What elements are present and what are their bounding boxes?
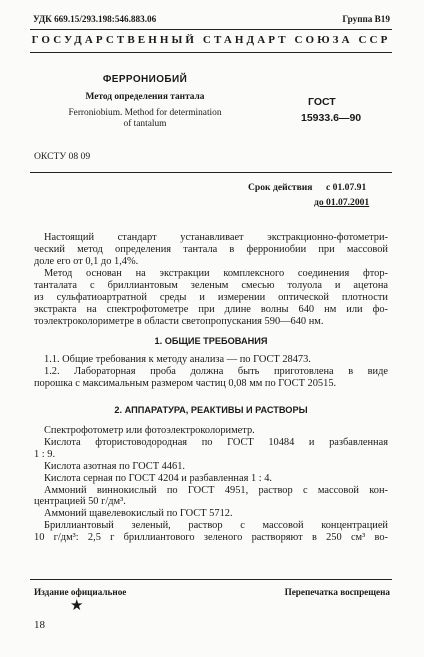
group-code: Группа В19 <box>342 14 390 24</box>
top-rule <box>30 29 392 30</box>
list-item: Бриллиантовый зеленый, раствор с массовой концентрацией <box>44 520 388 532</box>
section-2-list <box>34 425 388 544</box>
validity-from: с 01.07.91 <box>326 182 367 193</box>
text-line: экстракта на спектрофотометре при длине волны 640 нм или фо- <box>34 304 388 315</box>
gost-label: ГОСТ <box>308 96 336 108</box>
text-line: тоэлектроколориметре в области светопропускания 590—640 нм. <box>34 316 324 327</box>
list-item-continuation: 10 г/дм³: 2,5 г бриллиантового зеленого растворяют в 250 см³ во- <box>34 532 388 544</box>
title-rule <box>30 172 392 173</box>
list-item: Кислота фтористоводородная по ГОСТ 10484 и разбавленная <box>44 436 388 448</box>
text-line: 1.2. Лабораторная проба должна быть приготовлена в виде <box>44 366 388 377</box>
star-icon: ★ <box>70 598 84 614</box>
text-line: ческий метод определения тантала в феррониобии при массовой <box>34 244 388 255</box>
gost-number: 15933.6—90 <box>301 112 362 124</box>
edition-note: Издание официальное <box>34 587 127 597</box>
banner-rule <box>30 52 392 53</box>
list-item-continuation: центрацией 50 г/дм³. <box>34 496 126 508</box>
validity-label: Срок действия <box>248 182 313 193</box>
list-item: Спектрофотометр или фотоэлектроколориметр. <box>44 425 255 436</box>
text-line: Метод основан на экстракции комплексного соединения фтор- <box>44 268 388 279</box>
list-item: Кислота азотная по ГОСТ 4461. <box>44 460 186 472</box>
section-1-heading: 1. ОБЩИЕ ТРЕБОВАНИЯ <box>154 336 268 346</box>
text-line: доле его от 0,1 до 1,4%. <box>34 256 139 267</box>
footer-rule <box>30 579 392 580</box>
reprint-note: Перепечатка воспрещена <box>284 587 390 597</box>
document-subtitle: Метод определения тантала <box>85 92 205 102</box>
section-2-heading: 2. АППАРАТУРА, РЕАКТИВЫ И РАСТВОРЫ <box>114 405 308 415</box>
list-item: Кислота серная по ГОСТ 4204 и разбавленная 1 : 4. <box>44 472 273 484</box>
text-line: Настоящий стандарт устанавливает экстракционно-фотометри- <box>44 232 388 243</box>
text-line: порошка с максимальным размером частиц 0,08 мм по ГОСТ 20515. <box>34 378 337 389</box>
text-line: 1.1. Общие требования к методу анализа — по ГОСТ 28473. <box>44 354 311 365</box>
english-title-line2: of tantalum <box>123 119 167 129</box>
list-item: Аммоний щавелевокислый по ГОСТ 5712. <box>44 508 233 520</box>
section-1-item-2 <box>34 366 388 390</box>
intro-paragraph-1 <box>34 232 388 268</box>
list-item-continuation: 1 : 9. <box>34 448 56 460</box>
page-number: 18 <box>34 619 45 631</box>
text-line: из сульфатиоартратной среды и измерении оптической плотности <box>34 292 388 303</box>
document-title: ФЕРРОНИОБИЙ <box>102 74 188 85</box>
standard-banner: ГОСУДАРСТВЕННЫЙ СТАНДАРТ СОЮЗА ССР <box>31 34 391 46</box>
okstu-code: ОКСТУ 08 09 <box>34 151 91 162</box>
text-line: танталата с бриллиантовым зеленым смесью толуола и ацетона <box>34 280 388 291</box>
list-item: Аммоний виннокислый по ГОСТ 4951, раствор с массовой кон- <box>44 484 388 496</box>
validity-to: до 01.07.2001 <box>314 197 370 208</box>
english-title-line1: Ferroniobium. Method for determination <box>68 108 222 118</box>
section-1-item-1 <box>34 354 388 366</box>
intro-paragraph-2 <box>34 268 388 328</box>
udk-code: УДК 669.15/293.198:546.883.06 <box>33 14 157 24</box>
